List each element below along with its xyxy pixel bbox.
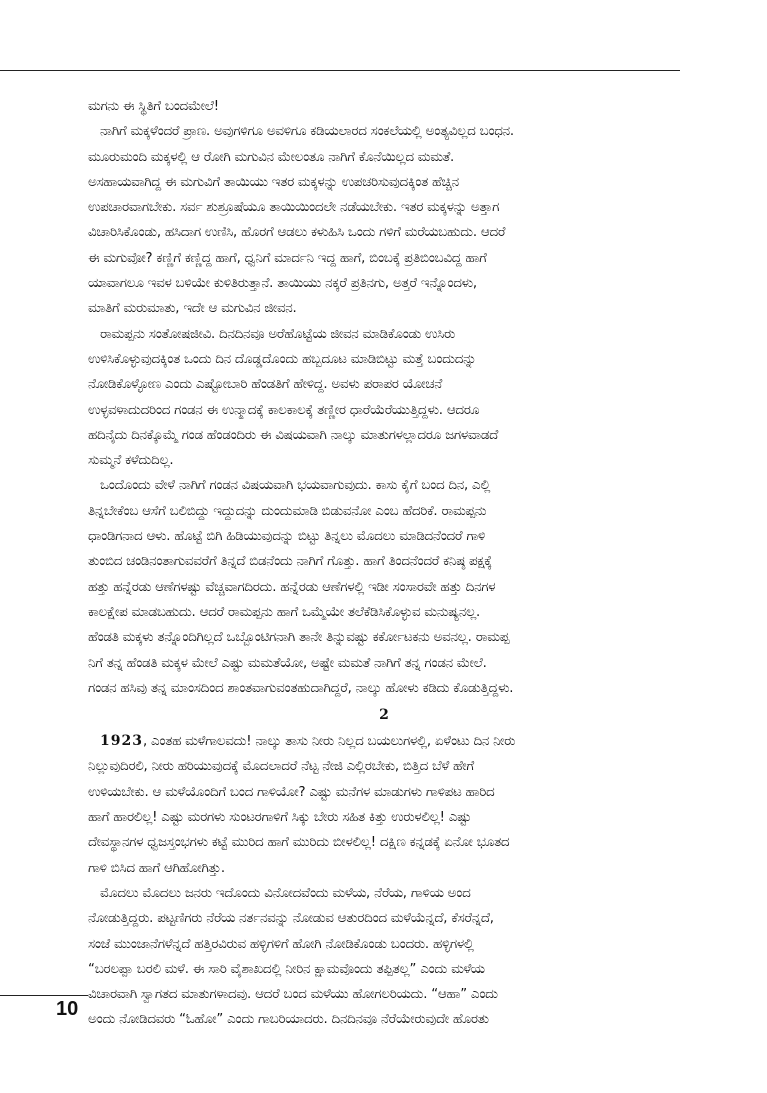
- text-line: [88, 780, 680, 805]
- line-text: ಮೂರುಮಂದಿ ಮಕ್ಕಳಲ್ಲಿ ಆ ರೋಗಿ ಮಗುವಿನ ಮೇಲಂತೂ ನಾಗಿಗೆ ಕೊನೆಯಿಲ್ಲದ ಮಮತೆ.: [88, 149, 455, 165]
- line-text: ನೋಡುತ್ತಿದ್ದರು. ಪಟ್ಟಣಿಗರು ನೆರೆಯ ನರ್ತನವನ್ನು ನೋಡುವ ಆತುರದಿಂದ ಮಳೆಯೆನ್ನದೆ, ಕೆಸರೆನ್ನದೆ,: [88, 911, 494, 927]
- line-text: ಅಂದು ನೋಡಿದವರು “ಓಹೋ” ಎಂದು ಗಾಬರಿಯಾದರು. ದಿನದಿನವೂ ನೆರೆಯೇರುವುದೇ ಹೊರತು: [88, 1012, 489, 1028]
- text-line: [88, 145, 680, 170]
- line-text: ಕಾಲಕ್ಷೇಪ ಮಾಡಬಹುದು. ಆದರೆ ರಾಮಪ್ಪನು ಹಾಗೆ ಒಮ್ಮೆಯೇ ತಲೆಕೆಡಿಸಿಕೊಳ್ಳುವ ಮನುಷ್ಯನಲ್ಲ.: [88, 604, 481, 620]
- line-text: ಒಂದೊಂದು ವೇಳೆ ನಾಗಿಗೆ ಗಂಡನ ವಿಷಯವಾಗಿ ಭಯವಾಗುವುದು. ಕಾಸು ಕೈಗೆ ಬಂದ ದಿನ, ಎಲ್ಲಿ: [100, 478, 491, 494]
- line-text: ವಿಚಾರವಾಗಿ ಸ್ವಾಗತದ ಮಾತುಗಳಾದವು. ಆದರೆ ಬಂದ ಮಳೆಯು ಹೋಗಲರಿಯದು. “ಆಹಾ” ಎಂದು: [88, 987, 498, 1003]
- header-rule: [0, 70, 680, 71]
- text-line: [88, 246, 680, 271]
- text-line: [88, 423, 680, 448]
- line-text: , ಎಂತಹ ಮಳೆಗಾಲವದು! ನಾಲ್ಕು ತಾಸು ನೀರು ನಿಲ್ಲದ ಬಯಲುಗಳಲ್ಲಿ, ಏಳೆಂಟು ದಿನ ನೀರು: [142, 734, 516, 750]
- line-text: ನಿಲ್ಲುವುದಿರಲಿ, ನೀರು ಹರಿಯುವುದಕ್ಕೆ ಮೊದಲಾದರೆ ನೆಟ್ಟ ನೇಜಿ ಎಲ್ಲಿರಬೇಕು, ಬಿತ್ತಿದ ಬೆಳೆ ಹೇಗೆ: [88, 759, 474, 775]
- line-text: ಸಂಜೆ ಮುಂಜಾನೆಗಳೆನ್ನದೆ ಹತ್ತಿರವಿರುವ ಹಳ್ಳಿಗಳಿಗೆ ಹೋಗಿ ನೋಡಿಕೊಂಡು ಬಂದರು. ಹಳ್ಳಿಗಳಲ್ಲಿ: [88, 936, 474, 952]
- text-line: [88, 549, 680, 574]
- line-text: ಸುಮ್ಮನೆ ಕಳೆದುದಿಲ್ಲ.: [88, 453, 174, 469]
- paragraph: [88, 729, 680, 881]
- year-label: 1923: [100, 733, 143, 750]
- text-line: [88, 271, 680, 296]
- text-line: [88, 729, 680, 754]
- line-text: ಅಸಹಾಯವಾಗಿದ್ದ ಈ ಮಗುವಿಗೆ ತಾಯಿಯು ಇತರ ಮಕ್ಕಳನ್ನು ಉಪಚರಿಸುವುದಕ್ಕಿಂತ ಹೆಚ್ಚಿನ: [88, 174, 459, 190]
- line-text: ಈ ಮಗುವೋ? ಕಣ್ಣಿಗೆ ಕಣ್ಣಿದ್ದ ಹಾಗೆ, ಧ್ವನಿಗೆ ಮಾರ್ದನಿ ಇದ್ದ ಹಾಗೆ, ಬಿಂಬಕ್ಕೆ ಪ್ರತಿಬಿಂಬವಿದ್ದ ಹಾಗೆ: [88, 250, 487, 266]
- text-line: [88, 575, 680, 600]
- line-text: ಧಾಂಡಿಗನಾದ ಆಳು. ಹೊಟ್ಟೆ ಬಿಗಿ ಹಿಡಿಯುವುದನ್ನು ಬಿಟ್ಟು ತಿನ್ನಲು ಮೊದಲು ಮಾಡಿದನೆಂದರೆ ಗಾಳಿ: [88, 529, 486, 545]
- line-text: ಗಾಳಿ ಬಿಸಿದ ಹಾಗೆ ಆಗಿಹೋಗಿತ್ತು.: [88, 860, 225, 876]
- text-line: [88, 499, 680, 524]
- text-line: [88, 982, 680, 1007]
- line-text: ವಿಚಾರಿಸಿಕೊಂಡು, ಹಸಿದಾಗ ಉಣಿಸಿ, ಹೊರಗೆ ಆಡಲು ಕಳುಹಿಸಿ ಒಂದು ಗಳಿಗೆ ಮರೆಯಬಹುದು. ಆದರೆ: [88, 225, 506, 241]
- text-line: [88, 651, 680, 676]
- line-text: ಉಪಚಾರವಾಗಬೇಕು. ಸರ್ವ ಶುಶ್ರೂಷೆಯೂ ತಾಯಿಯಿಂದಲೇ ನಡೆಯಬೇಕು. ಇತರ ಮಕ್ಕಳನ್ನು ಅತ್ತಾಗ: [88, 200, 500, 216]
- text-line: [88, 398, 680, 423]
- text-line: [88, 524, 680, 549]
- line-text: ಗಂಡನ ಹಸಿವು ತನ್ನ ಮಾಂಸದಿಂದ ಶಾಂತವಾಗುವಂತಹುದಾಗಿದ್ದರೆ, ನಾಲ್ಕು ಹೋಳು ಕಡಿದು ಕೊಡುತ್ತಿದ್ದಳು.: [88, 680, 514, 696]
- text-line: [88, 625, 680, 650]
- line-text: ಹತ್ತು ಹನ್ನೆರಡು ಆಣೆಗಳಷ್ಟು ವೆಚ್ಚವಾಗದಿರದು. ಹನ್ನೆರಡು ಆಣೆಗಳಲ್ಲಿ ಇಡೀ ಸಂಸಾರವೇ ಹತ್ತು ದಿನಗಳ: [88, 579, 496, 595]
- section-number: 2: [379, 707, 389, 724]
- paragraph: [88, 322, 680, 474]
- line-text: ಹೆಂಡತಿ ಮಕ್ಕಳು ತನ್ನೊಂದಿಗಿಲ್ಲದೆ ಒಬ್ಬೊಂಟಿಗನಾಗಿ ತಾನೇ ತಿನ್ನುವಷ್ಟು ಕರ್ಕೋಟಕನು ಅವನಲ್ಲ. ರಾಮಪ್ಪ: [88, 630, 510, 646]
- text-line: [88, 220, 680, 245]
- text-line: [88, 296, 680, 321]
- text-line: [88, 906, 680, 931]
- text-line: [88, 347, 680, 372]
- line-text: ಹಾಗೆ ಹಾರಲಿಲ್ಲ! ಎಷ್ಟು ಮರಗಳು ಸುಂಟರಗಾಳಿಗೆ ಸಿಕ್ಕು ಬೇರು ಸಹಿತ ಕಿತ್ತು ಉರುಳಲಿಲ್ಲ! ಎಷ್ಟು: [88, 810, 472, 826]
- line-text: ಉಳಿಸಿಕೊಳ್ಳುವುದಕ್ಕಿಂತ ಒಂದು ದಿನ ದೊಡ್ಡದೊಂದು ಹಬ್ಬದೂಟ ಮಾಡಿಬಿಟ್ಟು ಮತ್ತೆ ಬಂದುದನ್ನು: [88, 351, 477, 367]
- text-line: [88, 322, 680, 347]
- line-text: ಹದಿನೈದು ದಿನಕ್ಕೊಮ್ಮೆ ಗಂಡ ಹೆಂಡಂದಿರು ಈ ವಿಷಯವಾಗಿ ನಾಲ್ಕು ಮಾತುಗಳಲ್ಲಾದರೂ ಜಗಳವಾಡದೆ: [88, 427, 499, 443]
- text-line: [88, 94, 680, 119]
- text-line: [88, 473, 680, 498]
- text-line: [88, 676, 680, 701]
- text-line: [88, 372, 680, 397]
- text-line: [88, 830, 680, 855]
- text-line: [88, 754, 680, 779]
- line-text: ರಾಮಪ್ಪನು ಸಂತೋಷಜೀವಿ. ದಿನದಿನವೂ ಅರೆಹೊಟ್ಟೆಯ ಜೀವನ ಮಾಡಿಕೊಂಡು ಉಸಿರು: [100, 326, 456, 342]
- paragraph: [88, 881, 680, 1033]
- text-line: [88, 170, 680, 195]
- line-text: ಮೊದಲು ಮೊದಲು ಜನರು ಇದೊಂದು ವಿನೋದವೆಂದು ಮಳೆಯ, ನೆರೆಯ, ಗಾಳಿಯ ಅಂದ: [100, 885, 471, 901]
- line-text: ಮಾತಿಗೆ ಮರುಮಾತು, ಇದೇ ಆ ಮಗುವಿನ ಜೀವನ.: [88, 301, 297, 317]
- text-line: [88, 957, 680, 982]
- text-line: [88, 932, 680, 957]
- line-text: ತುಂಬಿದ ಚಂಡಿನಂತಾಗುವವರೆಗೆ ತಿನ್ನದೆ ಬಿಡನೆಂದು ನಾಗಿಗೆ ಗೊತ್ತು. ಹಾಗೆ ತಿಂದನೆಂದರೆ ಕನಿಷ್ಠ ಪಕ್ಷಕ್ಕೆ: [88, 554, 492, 570]
- paragraph: [88, 119, 680, 321]
- page-number: 10: [56, 998, 79, 1020]
- line-text: ಯಾವಾಗಲೂ ಇವಳ ಬಳಿಯೇ ಕುಳಿತಿರುತ್ತಾನೆ. ತಾಯಿಯು ನಕ್ಕರೆ ಪ್ರತಿನಗು, ಅತ್ತರೆ ಇನ್ನೊಂದಳು,: [88, 276, 477, 292]
- paragraph: [88, 473, 680, 701]
- line-text: ಉಳಿಯಬೇಕು. ಆ ಮಳೆಯೊಂದಿಗೆ ಬಂದ ಗಾಳಿಯೋ? ಎಷ್ಟು ಮನೆಗಳ ಮಾಡುಗಳು ಗಾಳಿಪಟ ಹಾರಿದ: [88, 784, 495, 800]
- text-line: [88, 1007, 680, 1032]
- line-text: ನಾಗಿಗೆ ಮಕ್ಕಳೆಂದರೆ ಪ್ರಾಣ. ಅವುಗಳಿಗೂ ಅವಳಿಗೂ ಕಡಿಯಲಾರದ ಸಂಕಲೆಯಲ್ಲಿ ಅಂತ್ಯವಿಲ್ಲದ ಬಂಧನ.: [100, 124, 514, 140]
- line-text: ಮಗನು ಈ ಸ್ಥಿತಿಗೆ ಬಂದಮೇಲೆ!: [88, 99, 219, 114]
- line-text: ನಿಗೆ ತನ್ನ ಹೆಂಡತಿ ಮಕ್ಕಳ ಮೇಲೆ ಎಷ್ಟು ಮಮತೆಯೋ, ಅಷ್ಟೇ ಮಮತೆ ನಾಗಿಗೆ ತನ್ನ ಗಂಡನ ಮೇಲೆ.: [88, 655, 487, 671]
- text-line: [88, 805, 680, 830]
- line-text: ಉಳ್ಳವಳಾದುದರಿಂದ ಗಂಡನ ಈ ಉನ್ಮಾದಕ್ಕೆ ಕಾಲಕಾಲಕ್ಕೆ ತಣ್ಣೀರ ಧಾರೆಯೆರೆಯುತ್ತಿದ್ದಳು. ಆದರೂ: [88, 402, 480, 418]
- paragraph: [88, 94, 680, 119]
- line-text: ದೇವಸ್ಥಾನಗಳ ಧ್ವಜಸ್ತಂಭಗಳು ಕಟ್ಟೆ ಮುರಿದ ಹಾಗೆ ಮುರಿದು ಬೀಳಲಿಲ್ಲ! ದಕ್ಷಿಣ ಕನ್ನಡಕ್ಕೆ ಏನೋ ಭೂತದ: [88, 835, 510, 851]
- line-text: ನೋಡಿಕೊಳ್ಳೋಣ ಎಂದು ಎಷ್ಟೋಬಾರಿ ಹೆಂಡತಿಗೆ ಹೇಳಿದ್ದ. ಅವಳು ಪರಾಪರ ಯೋಚನೆ: [88, 377, 443, 393]
- section-2-text: [88, 729, 680, 1033]
- text-line: [88, 448, 680, 473]
- text-line: [88, 881, 680, 906]
- text-line: [88, 600, 680, 625]
- line-text: ತಿನ್ನಬೇಕೆಂಬ ಆಸೆಗೆ ಬಲಿಬಿದ್ದು ಇದ್ದುದನ್ನು ದುಂದುಮಾಡಿ ಬಿಡುವನೋ ಎಂಬ ಹೆದರಿಕೆ. ರಾಮಪ್ಪನು: [88, 503, 487, 519]
- text-line: [88, 119, 680, 144]
- body-text: [88, 94, 680, 1033]
- text-line: [88, 856, 680, 881]
- line-text: “ಬರಲಪ್ಪಾ ಬರಲಿ ಮಳೆ. ಈ ಸಾರಿ ವೈಶಾಖದಲ್ಲಿ ನೀರಿನ ಕ್ಷಾಮವೊಂದು ತಪ್ಪಿತಲ್ಲ” ಎಂದು ಮಳೆಯ: [88, 961, 485, 977]
- text-line: [88, 195, 680, 220]
- section-1-text: [88, 94, 680, 701]
